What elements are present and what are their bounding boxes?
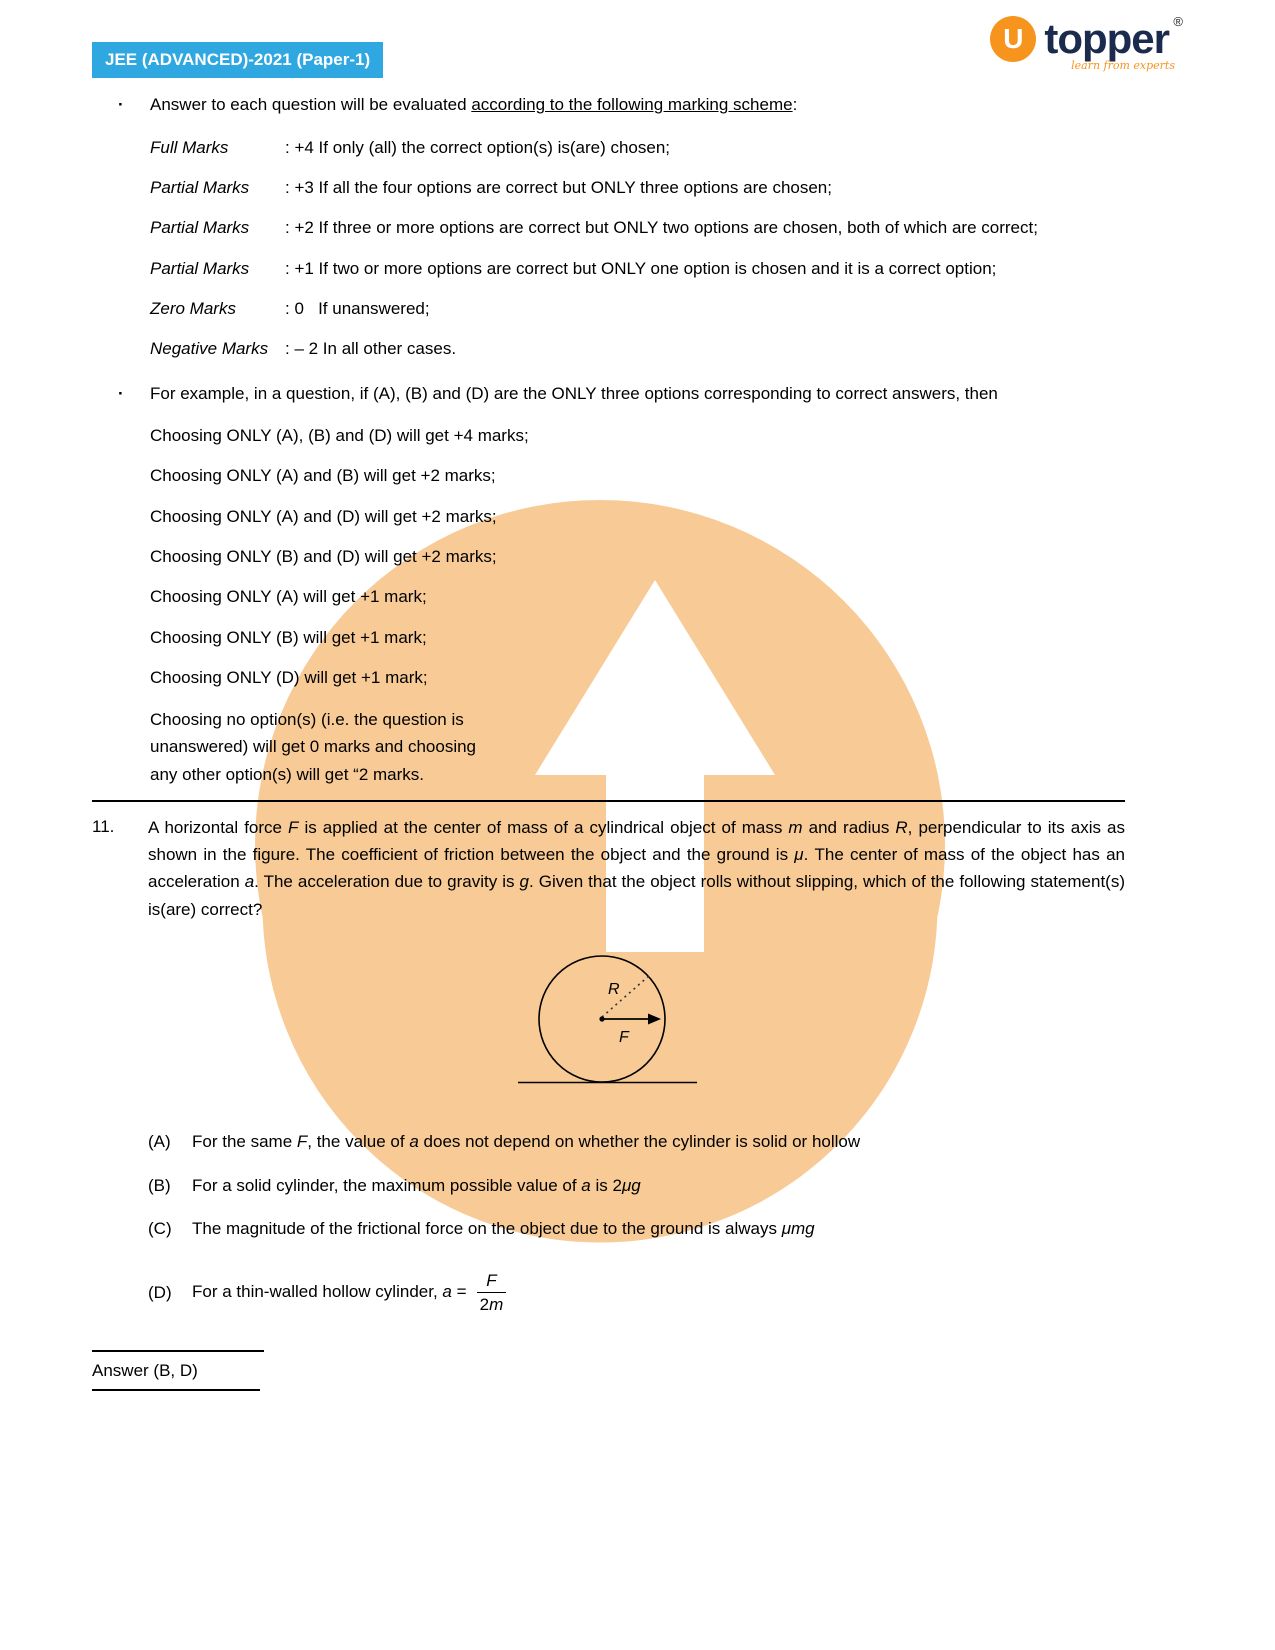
question-figure (500, 949, 730, 1107)
section-divider (92, 800, 1125, 802)
fraction-f-over-2m: $\frac{F}{2m}$ (477, 1270, 505, 1316)
marking-scheme-section (92, 92, 1125, 118)
option-a-tag: (A) (148, 1132, 171, 1152)
marking-row-partial-3 (150, 175, 1125, 201)
marking-intro-post: : (792, 95, 798, 115)
marking-row-partial-2 (150, 215, 1125, 241)
registered-mark: ® (1173, 14, 1183, 29)
marking-row-zero (150, 296, 1125, 322)
example-section (92, 381, 1125, 407)
marking-rows (150, 135, 1125, 363)
example-line: Choosing ONLY (B) and (D) will get +2 marks; (150, 547, 497, 567)
example-line: Choosing ONLY (A) will get +1 mark; (150, 587, 427, 607)
marking-label: Full Marks (150, 137, 229, 157)
logo-u-icon: U (990, 16, 1036, 62)
paper-title-badge: JEE (ADVANCED)-2021 (Paper-1) (92, 42, 383, 78)
marking-label: Partial Marks (150, 218, 250, 238)
example-line: Choosing ONLY (D) will get +1 mark; (150, 668, 428, 688)
option-d (148, 1270, 1125, 1316)
option-d-text: For a thin-walled hollow cylinder, a = $\frac{F}{2m}$ (192, 1270, 1125, 1316)
header (92, 0, 1183, 78)
marking-intro-underlined: according to the following marking scheme (471, 95, 793, 115)
marking-intro (150, 92, 1125, 118)
marking-label: Zero Marks (150, 299, 236, 319)
answer-text: Answer (B, D) (92, 1352, 260, 1391)
example-line: Choosing ONLY (A) and (B) will get +2 marks; (150, 466, 496, 486)
option-a (148, 1129, 1125, 1155)
question-options (92, 1129, 1125, 1316)
question-11 (92, 814, 1125, 923)
marking-text: : 0 If unanswered; (285, 299, 430, 319)
marking-text: : – 2 In all other cases. (285, 339, 457, 359)
marking-row-full-marks (150, 135, 1125, 161)
example-line: Choosing ONLY (B) will get +1 mark; (150, 627, 427, 647)
example-last-block: Choosing no option(s) (i.e. the question is unanswered) will get 0 marks and choosing any other option(s) will get “2 marks. (150, 709, 477, 784)
answer-block (92, 1350, 1125, 1391)
marking-label: Partial Marks (150, 258, 250, 278)
marking-text: : +2 If three or more options are correct but ONLY two options are chosen, both of which are correct; (285, 218, 1038, 238)
option-b (148, 1173, 1125, 1199)
option-c (148, 1216, 1125, 1242)
option-b-tag: (B) (148, 1175, 171, 1195)
marking-intro-pre: Answer to each question will be evaluated (150, 95, 472, 115)
logo-tagline: learn from experts (1071, 58, 1175, 72)
example-line: Choosing ONLY (A) and (D) will get +2 marks; (150, 506, 497, 526)
utopper-logo (990, 14, 1185, 72)
option-a-text: For the same F, the value of a does not depend on whether the cylinder is solid or hollow (192, 1132, 861, 1152)
force-arrowhead-icon (648, 1013, 661, 1024)
option-b-text: For a solid cylinder, the maximum possible value of a is 2μg (192, 1175, 641, 1195)
marking-label: Negative Marks (150, 339, 269, 359)
example-line: Choosing ONLY (A), (B) and (D) will get +4 marks; (150, 426, 529, 446)
option-d-tag: (D) (148, 1282, 172, 1302)
marking-label: Partial Marks (150, 178, 250, 198)
force-label: F (619, 1028, 629, 1046)
bullet-dot: · (118, 95, 124, 115)
bullet-dot: · (118, 383, 124, 403)
example-lines (150, 423, 1125, 691)
marking-row-negative (150, 336, 1125, 362)
question-text: A horizontal force F is applied at the center of mass of a cylindrical object of mass m and radius R, perpendicular to its axis as shown in the figure. The coefficient of friction between the object and the ground is μ. The center of mass of the object has an acceleration a. The acceleration due to gravity is g. Given that the object rolls without slipping, which of the following statement(s) is(are) correct? (148, 818, 1126, 919)
marking-text: : +4 If only (all) the correct option(s) is(are) chosen; (285, 137, 671, 157)
marking-text: : +1 If two or more options are correct but ONLY one option is chosen and it is a correct option; (285, 258, 997, 278)
logo-name: topper (1044, 15, 1169, 62)
example-intro: For example, in a question, if (A), (B) and (D) are the ONLY three options corresponding to correct answers, then (150, 383, 998, 403)
radius-label: R (608, 980, 620, 998)
marking-text: : +3 If all the four options are correct but ONLY three options are chosen; (285, 178, 832, 198)
option-c-tag: (C) (148, 1218, 172, 1238)
marking-row-partial-1 (150, 256, 1125, 282)
question-number: 11. (92, 817, 115, 837)
option-c-text: The magnitude of the frictional force on the object due to the ground is always μmg (192, 1218, 815, 1238)
